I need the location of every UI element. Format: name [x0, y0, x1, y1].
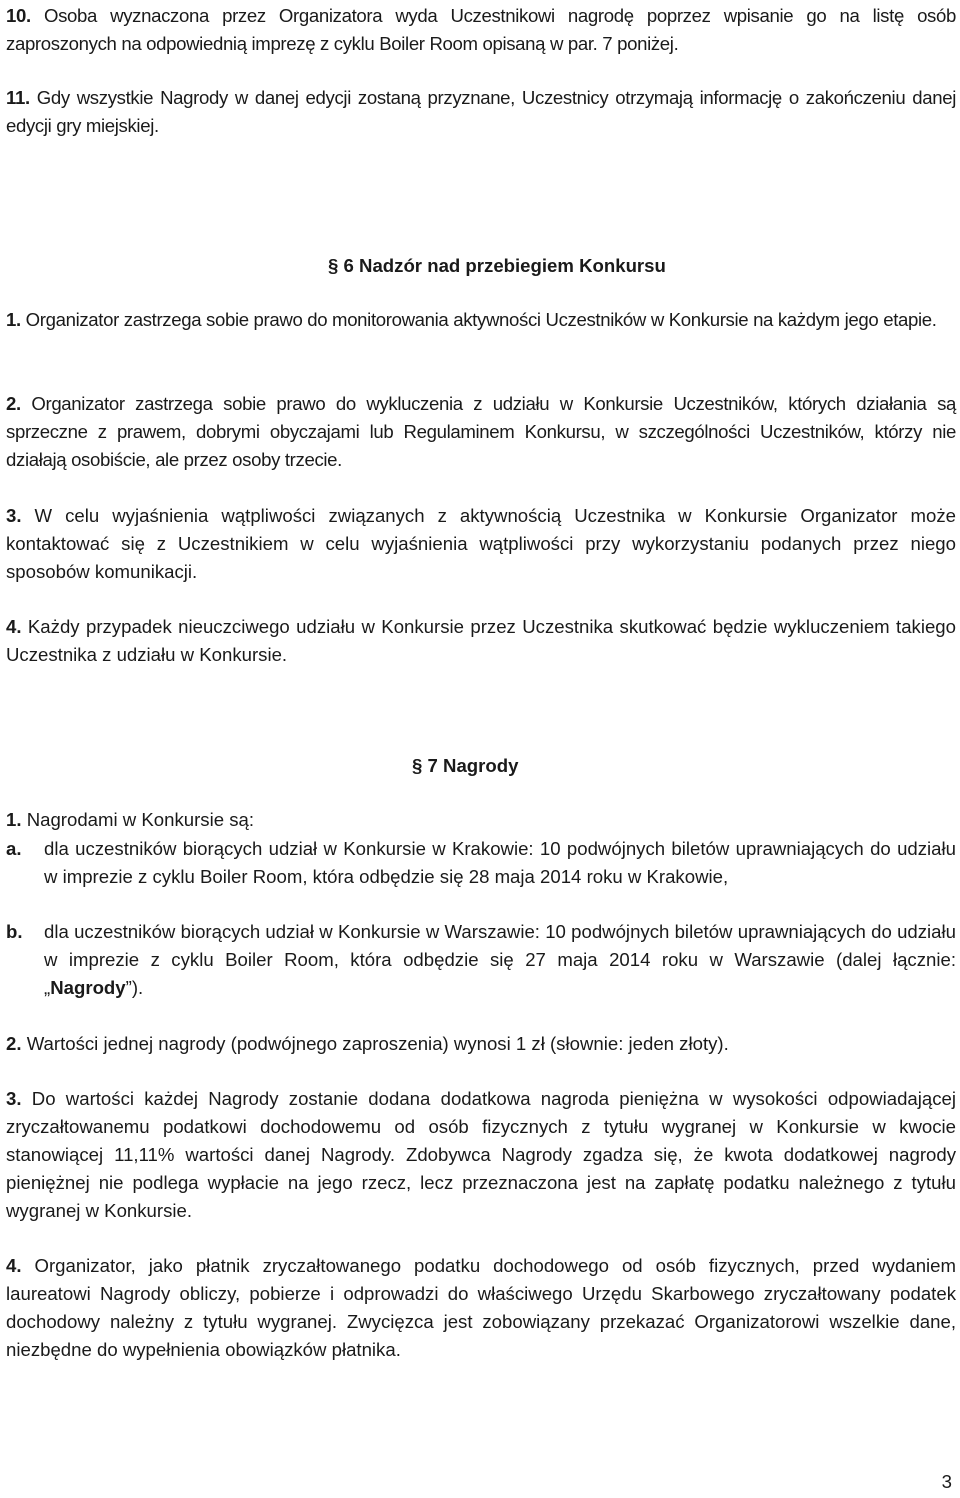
section-6-item-4 [6, 613, 956, 669]
section-7-item-1 [6, 806, 956, 834]
item-text: Do wartości każdej Nagrody zostanie dodana dodatkowa nagroda pieniężna w wysokości odpowiadającej zryczałtowanemu podatkowi dochodowemu od osób fizycznych z tytułu wygranej w Konkursie w kwocie stanowiącej 11,11% wartości danej Nagrody. Zdobywca Nagrody zgadza się, że kwota dodatkowej nagrody pieniężnej nie podlega wypłacie na jego rzecz, lecz przeznaczona jest na zapłatę podatku należnego z tytułu wygranej w Konkursie. [6, 1088, 957, 1221]
prize-item-a [6, 835, 956, 891]
sub-item-letter: b. [6, 921, 23, 942]
paragraph-10 [6, 2, 956, 58]
sub-item-letter: a. [6, 838, 22, 859]
item-number: 4. [6, 1255, 22, 1276]
section-6-item-2 [6, 390, 956, 474]
item-number: 2. [6, 393, 21, 414]
item-number: 1. [6, 309, 21, 330]
item-number: 1. [6, 809, 22, 830]
sub-item-text: dla uczestników biorących udział w Konkursie w Warszawie: 10 podwójnych biletów uprawniających do udziału w imprezie z cyklu Boiler Room, która odbędzie się 27 maja 2014 roku w Warszawie (dalej łącznie: „Nagrody”). [44, 921, 956, 998]
section-sign: § [328, 255, 344, 276]
paragraph-number: 10. [6, 5, 31, 26]
item-text: Nagrodami w Konkursie są: [26, 809, 255, 830]
section-6-heading: § 6 Nadzór nad przebiegiem Konkursu [328, 255, 666, 276]
item-number: 2. [6, 1033, 22, 1054]
item-text: Wartości jednej nagrody (podwójnego zaproszenia) wynosi 1 zł (słownie: jeden złoty). [26, 1033, 729, 1054]
item-text: Każdy przypadek nieuczciwego udziału w Konkursie przez Uczestnika skutkować będzie wykluczeniem takiego Uczestnika z udziału w Konkursie. [6, 616, 956, 665]
item-number: 3. [6, 505, 22, 526]
item-text: Organizator zastrzega sobie prawo do wykluczenia z udziału w Konkursie Uczestników, których działania są sprzeczne z prawem, dobrymi obyczajami lub Regulaminem Konkursu, w szczególności Uczestników, którzy nie działają osobiście, ale przez osoby trzecie. [6, 393, 957, 470]
paragraph-text: Osoba wyznaczona przez Organizatora wyda Uczestnikowi nagrodę poprzez wpisanie go na listę osób zaproszonych na odpowiednią imprezę z cyklu Boiler Room opisaną w par. 7 poniżej. [6, 5, 956, 54]
section-7-item-4 [6, 1252, 956, 1364]
paragraph-text: Gdy wszystkie Nagrody w danej edycji zostaną przyznane, Uczestnicy otrzymają informację o zakończeniu danej edycji gry miejskiej. [6, 87, 956, 136]
item-text: Organizator, jako płatnik zryczałtowanego podatku dochodowego od osób fizycznych, przed wydaniem laureatowi Nagrody obliczy, pobierze i odprowadzi do właściwego Urzędu Skarbowego zryczałtowany podatek dochodowy należny z tytułu wygranej. Zwycięzca jest zobowiązany przekazać Organizatorowi wszelkie dane, niezbędne do wypełnienia obowiązków płatnika. [6, 1255, 956, 1360]
paragraph-11 [6, 84, 956, 140]
section-6-item-1 [6, 306, 956, 334]
item-number: 3. [6, 1088, 22, 1109]
paragraph-number: 11. [6, 87, 30, 108]
section-6-item-3 [6, 502, 956, 586]
section-sign: § [412, 755, 428, 776]
section-7-item-2 [6, 1030, 956, 1058]
prize-item-b [6, 918, 956, 1002]
item-number: 4. [6, 616, 22, 637]
item-text: W celu wyjaśnienia wątpliwości związanych z aktywnością Uczestnika w Konkursie Organizator może kontaktować się z Uczestnikiem w celu wyjaśnienia wątpliwości przy wykorzystaniu podanych przez niego sposobów komunikacji. [6, 505, 956, 582]
page-number: 3 [941, 1471, 952, 1492]
sub-item-text: dla uczestników biorących udział w Konkursie w Krakowie: 10 podwójnych biletów uprawniających do udziału w imprezie z cyklu Boiler Room, która odbędzie się 28 maja 2014 roku w Krakowie, [44, 838, 956, 887]
section-7-heading: § 7 Nagrody [412, 755, 519, 776]
prizes-term: Nagrody [50, 977, 126, 998]
item-text: Organizator zastrzega sobie prawo do monitorowania aktywności Uczestników w Konkursie na każdym jego etapie. [25, 309, 937, 330]
section-7-item-3 [6, 1085, 956, 1225]
